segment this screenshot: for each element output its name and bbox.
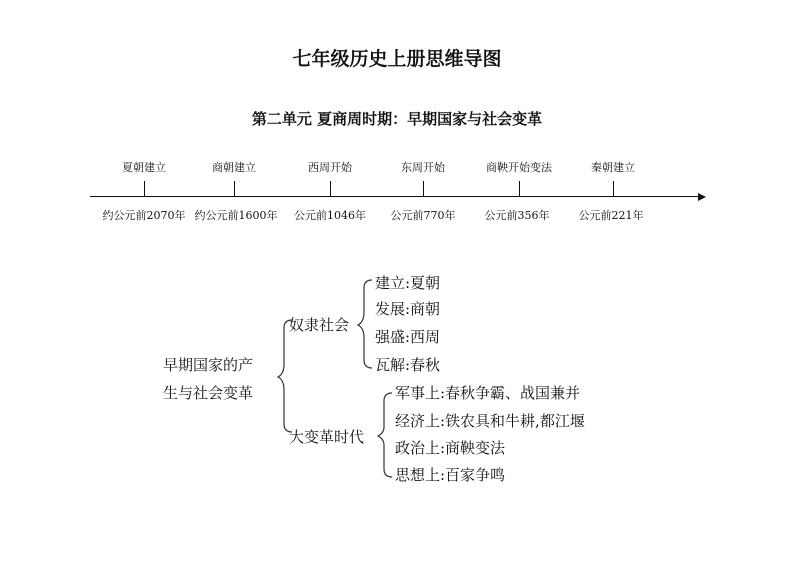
timeline-date-label: 公元前221年 (578, 209, 644, 222)
timeline-date-label: 约公元前1600年 (194, 209, 278, 222)
timeline-date-label: 公元前1046年 (294, 209, 366, 222)
branch-item: 政治上:商鞅变法 (395, 439, 506, 457)
branch-label-slavery: 奴隶社会 (289, 316, 350, 334)
branch-item: 建立:夏朝 (375, 274, 441, 292)
mindmap-root-line1: 早期国家的产 (163, 356, 254, 374)
timeline-event-label: 夏朝建立 (122, 161, 166, 174)
mindmap-root-line2: 生与社会变革 (163, 384, 254, 402)
unit-title: 第二单元 夏商周时期：早期国家与社会变革 (251, 110, 543, 128)
timeline-date-label: 公元前770年 (390, 209, 456, 222)
timeline-event-label: 商朝建立 (212, 161, 256, 174)
timeline-event-label: 秦朝建立 (591, 161, 635, 174)
branch-label-reform: 大变革时代 (289, 428, 365, 446)
branch-brace-reform (378, 393, 392, 477)
branch-item: 瓦解:春秋 (375, 356, 441, 374)
timeline-date-label: 公元前356年 (484, 209, 550, 222)
timeline-event-label: 西周开始 (308, 161, 352, 174)
timeline-date-label: 约公元前2070年 (102, 209, 186, 222)
branch-item: 发展:商朝 (375, 300, 441, 318)
branch-item: 经济上:铁农具和牛耕,都江堰 (395, 412, 585, 430)
branch-item: 思想上:百家争鸣 (395, 466, 506, 484)
branch-brace-slavery (358, 280, 372, 368)
main-title: 七年级历史上册思维导图 (292, 48, 502, 70)
timeline-event-label: 商鞅开始变法 (486, 161, 552, 174)
branch-item: 军事上:春秋争霸、战国兼并 (395, 384, 581, 402)
root-brace (278, 320, 292, 432)
branch-item: 强盛:西周 (375, 328, 441, 346)
timeline-event-label: 东周开始 (401, 161, 445, 174)
